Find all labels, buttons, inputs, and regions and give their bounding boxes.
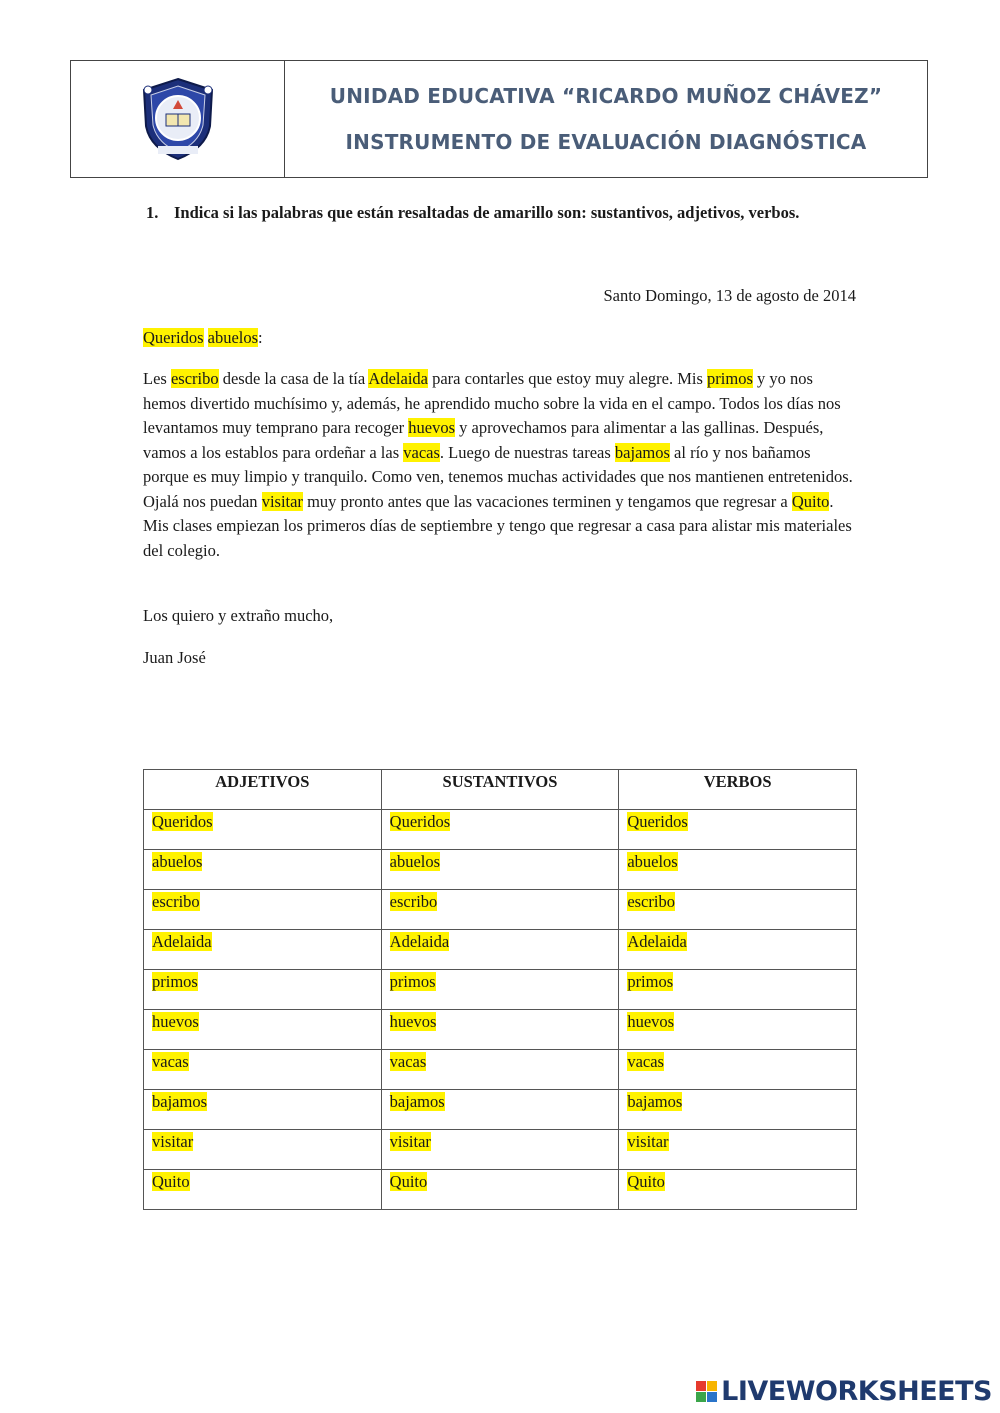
- letter-date: Santo Domingo, 13 de agosto de 2014: [603, 286, 856, 305]
- column-header-sustantivos: SUSTANTIVOS: [381, 770, 619, 810]
- table-row: [144, 1010, 857, 1050]
- table-header-row: [144, 770, 857, 810]
- cell-sustantivos[interactable]: [381, 890, 619, 930]
- cell-adjetivos[interactable]: [144, 1050, 382, 1090]
- table-row: [144, 1050, 857, 1090]
- word-option[interactable]: vacas: [627, 1052, 664, 1071]
- table-row: [144, 1170, 857, 1210]
- cell-adjetivos[interactable]: [144, 1090, 382, 1130]
- table-row: [144, 810, 857, 850]
- cell-adjetivos[interactable]: [144, 810, 382, 850]
- cell-adjetivos[interactable]: [144, 850, 382, 890]
- cell-adjetivos[interactable]: [144, 930, 382, 970]
- logo-cell: [71, 61, 285, 177]
- cell-sustantivos[interactable]: [381, 850, 619, 890]
- word-option[interactable]: Queridos: [627, 812, 688, 831]
- cell-verbos[interactable]: [619, 1130, 857, 1170]
- letter-body: [143, 367, 858, 563]
- word-option[interactable]: escribo: [152, 892, 200, 911]
- cell-sustantivos[interactable]: [381, 1050, 619, 1090]
- letter-greeting: [143, 326, 858, 351]
- school-name: UNIDAD EDUCATIVA “RICARDO MUÑOZ CHÁVEZ”: [329, 84, 883, 108]
- cell-adjetivos[interactable]: [144, 890, 382, 930]
- highlighted-word: Queridos: [143, 328, 204, 347]
- table-row: [144, 850, 857, 890]
- cell-adjetivos[interactable]: [144, 970, 382, 1010]
- table-row: [144, 970, 857, 1010]
- word-option[interactable]: huevos: [389, 1012, 437, 1031]
- word-option[interactable]: Adelaida: [389, 932, 450, 951]
- body-text: al río y nos bañamos porque es muy limpio y tranquilo. Como ven, tenemos muchas actividades que nos mantienen entretenidos. Ojalá nos puedan: [143, 442, 853, 511]
- cell-sustantivos[interactable]: [381, 1090, 619, 1130]
- letter-closing: Los quiero y extraño mucho,: [143, 606, 334, 625]
- table-row: [144, 1090, 857, 1130]
- cell-verbos[interactable]: [619, 1010, 857, 1050]
- word-option[interactable]: vacas: [152, 1052, 189, 1071]
- word-option[interactable]: escribo: [627, 892, 675, 911]
- cell-verbos[interactable]: [619, 930, 857, 970]
- word-option[interactable]: Adelaida: [152, 932, 212, 951]
- column-header-verbos: VERBOS: [619, 770, 857, 810]
- body-text: y yo nos hemos divertido muchísimo y, además, he aprendido mucho sobre la vida en el campo. Todos los días nos levantamos muy temprano para recoger: [143, 369, 841, 437]
- question-number: 1.: [146, 203, 159, 222]
- highlighted-word: vacas: [403, 442, 440, 462]
- cell-sustantivos[interactable]: [381, 1010, 619, 1050]
- brand-text: LIVEWORKSHEETS: [721, 1376, 992, 1407]
- classification-table: [143, 769, 857, 1210]
- table-row: [144, 890, 857, 930]
- greeting-text: :: [258, 328, 263, 347]
- word-option[interactable]: visitar: [389, 1132, 431, 1151]
- cell-verbos[interactable]: [619, 970, 857, 1010]
- document-header: [70, 60, 928, 178]
- body-text: . Mis clases empiezan los primeros días de septiembre y tengo que regresar a casa para alistar mis materiales del colegio.: [143, 491, 852, 560]
- word-option[interactable]: Quito: [389, 1172, 428, 1191]
- liveworksheets-brand: [696, 1376, 992, 1407]
- word-option[interactable]: bajamos: [627, 1092, 683, 1111]
- letter-signature: Juan José: [143, 648, 206, 667]
- document-title: INSTRUMENTO DE EVALUACIÓN DIAGNÓSTICA: [345, 130, 867, 154]
- cell-verbos[interactable]: [619, 1170, 857, 1210]
- cell-adjetivos[interactable]: [144, 1010, 382, 1050]
- highlighted-word: visitar: [261, 491, 303, 511]
- cell-verbos[interactable]: [619, 1090, 857, 1130]
- cell-verbos[interactable]: [619, 890, 857, 930]
- word-option[interactable]: Adelaida: [627, 932, 687, 951]
- highlighted-word: abuelos: [207, 328, 259, 347]
- body-text: . Luego de nuestras tareas: [439, 442, 615, 462]
- word-option[interactable]: bajamos: [152, 1092, 207, 1111]
- highlighted-word: Quito: [791, 491, 830, 511]
- cell-sustantivos[interactable]: [381, 1170, 619, 1210]
- word-option[interactable]: huevos: [627, 1012, 675, 1031]
- body-text: para contarles que estoy muy alegre. Mis: [427, 369, 708, 388]
- cell-sustantivos[interactable]: [381, 810, 619, 850]
- cell-sustantivos[interactable]: [381, 1130, 619, 1170]
- word-option[interactable]: primos: [389, 972, 436, 991]
- word-option[interactable]: Queridos: [389, 812, 451, 831]
- body-text: desde la casa de la tía: [218, 369, 369, 388]
- school-crest-icon: [136, 76, 220, 162]
- word-option[interactable]: primos: [627, 972, 674, 991]
- word-option[interactable]: visitar: [627, 1132, 669, 1151]
- cell-adjetivos[interactable]: [144, 1170, 382, 1210]
- body-text: y aprovechamos para alimentar a las gallinas. Después, vamos a los establos para ordeñar a las: [143, 418, 824, 462]
- table-row: [144, 1130, 857, 1170]
- word-option[interactable]: Queridos: [152, 812, 213, 831]
- word-option[interactable]: Quito: [152, 1172, 190, 1191]
- greeting-text: [204, 328, 208, 347]
- highlighted-word: Adelaida: [368, 369, 428, 388]
- cell-adjetivos[interactable]: [144, 1130, 382, 1170]
- liveworksheets-logo-icon: [696, 1381, 717, 1402]
- word-option[interactable]: abuelos: [389, 852, 441, 871]
- word-option[interactable]: Quito: [627, 1172, 665, 1191]
- cell-verbos[interactable]: [619, 850, 857, 890]
- table-row: [144, 930, 857, 970]
- title-cell: [285, 61, 927, 177]
- word-option[interactable]: escribo: [389, 892, 438, 911]
- body-text: Les: [143, 369, 171, 388]
- highlighted-word: huevos: [408, 418, 456, 437]
- column-header-adjetivos: ADJETIVOS: [144, 770, 382, 810]
- cell-verbos[interactable]: [619, 1050, 857, 1090]
- cell-sustantivos[interactable]: [381, 930, 619, 970]
- cell-verbos[interactable]: [619, 810, 857, 850]
- body-text: muy pronto antes que las vacaciones terminen y tengamos que regresar a: [302, 491, 792, 511]
- table-body: [144, 810, 857, 1210]
- highlighted-word: escribo: [170, 369, 219, 388]
- question-1: [146, 201, 846, 224]
- question-text: Indica si las palabras que están resaltadas de amarillo son: sustantivos, adjetivos, verbos.: [174, 203, 800, 222]
- word-option[interactable]: bajamos: [389, 1092, 445, 1111]
- cell-sustantivos[interactable]: [381, 970, 619, 1010]
- word-option[interactable]: vacas: [389, 1052, 427, 1071]
- word-option[interactable]: abuelos: [152, 852, 203, 871]
- word-option[interactable]: abuelos: [627, 852, 678, 871]
- highlighted-word: primos: [707, 369, 753, 388]
- word-option[interactable]: visitar: [152, 1132, 194, 1151]
- word-option[interactable]: huevos: [152, 1012, 199, 1031]
- word-option[interactable]: primos: [152, 972, 198, 991]
- highlighted-word: bajamos: [614, 442, 670, 462]
